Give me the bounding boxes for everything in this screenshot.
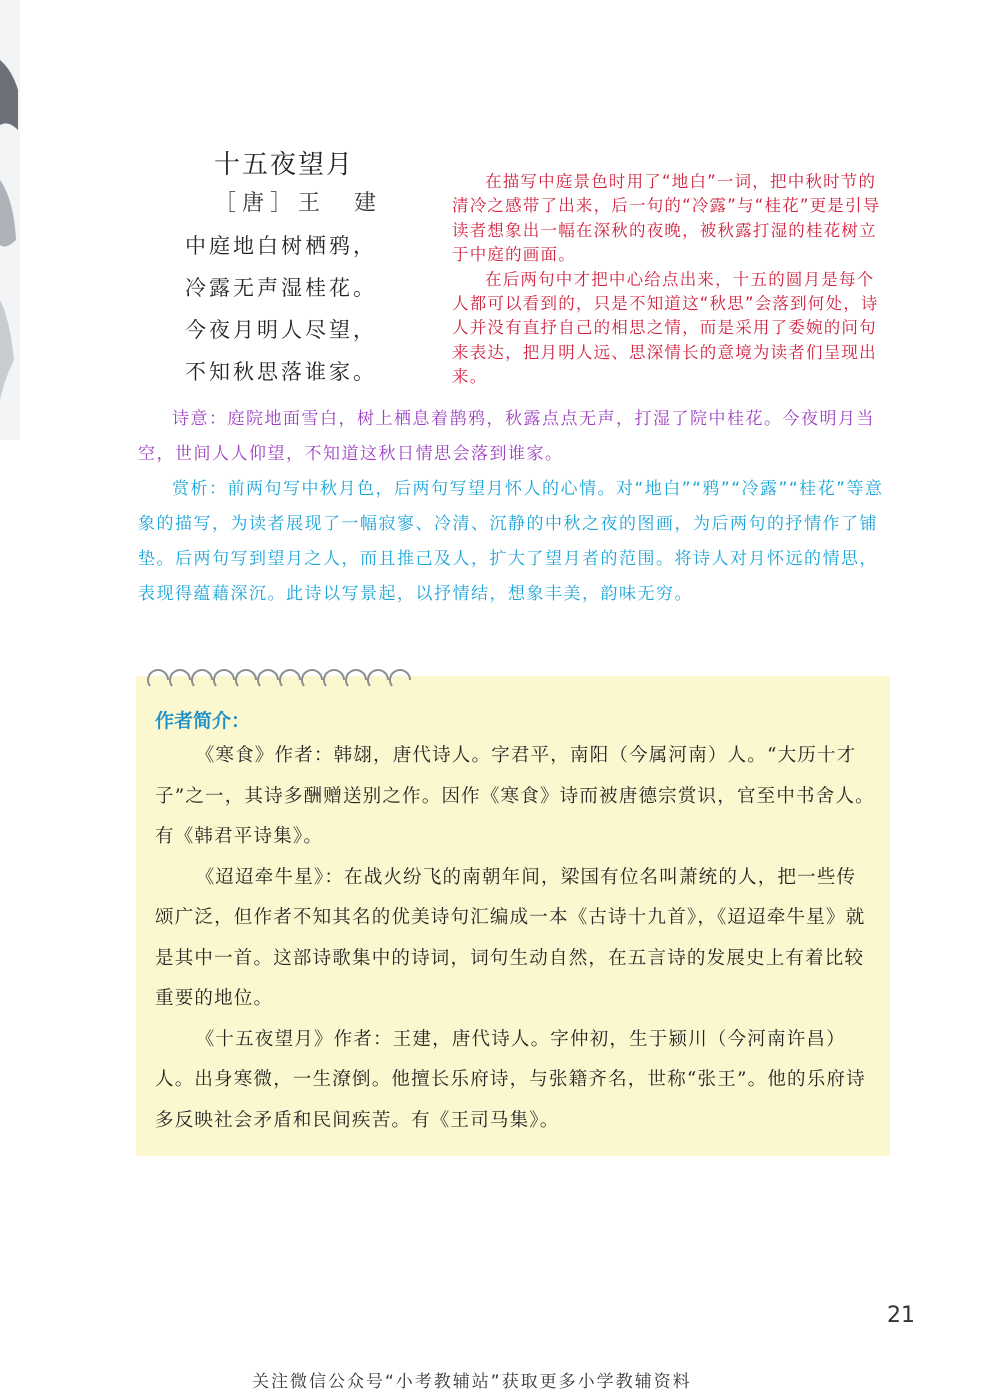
meaning-text: 诗意：庭院地面雪白，树上栖息着鹊鸦，秋露点点无声，打湿了院中桂花。今夜明月当空，世间人人仰望，不知道这秋日情思会落到谁家。 <box>138 409 875 464</box>
poem-line-1: 中庭地白树栖鸦， <box>185 234 377 258</box>
annotation-note <box>452 170 890 390</box>
author-paragraph: 《迢迢牵牛星》：在战火纷飞的南朝年间，梁国有位名叫萧统的人，把一些传颂广泛，但作者不知其名的优美诗句汇编成一本《古诗十九首》，《迢迢牵牛星》就是其中一首。这部诗歌集中的诗词，词句生动自然，在五言诗的发展史上有着比较重要的地位。 <box>155 866 866 1009</box>
annotation-paragraph: 在后两句中才把中心给点出来，十五的圆月是每个人都可以看到的，只是不知道这“秋思”会落到何处，诗人并没有直抒自己的相思之情，而是采用了委婉的问句来表达，把月明人远、思深情长的意境为读者们呈现出来。 <box>452 269 879 387</box>
poem-analysis <box>138 472 890 612</box>
ink-wash-decoration <box>0 0 20 440</box>
annotation-paragraph: 在描写中庭景色时用了“地白”一词，把中秋时节的清冷之感带了出来，后一句的“冷露”与“桂花”更是引导读者想象出一幅在深秋的夜晚，被秋露打湿的桂花树立于中庭的画面。 <box>452 172 881 265</box>
analysis-text: 赏析：前两句写中秋月色，后两句写望月怀人的心情。对“地白”“鸦”“冷露”“桂花”等意象的描写，为读者展现了一幅寂寥、冷清、沉静的中秋之夜的图画，为后两句的抒情作了铺垫。后两句写到望月之人，而且推己及人，扩大了望月者的范围。将诗人对月怀远的情思，表现得蕴藉深沉。此诗以写景起，以抒情结，想象丰美，韵味无穷。 <box>138 479 884 604</box>
page-number: 21 <box>887 1303 915 1328</box>
poem-line-3: 今夜月明人尽望， <box>185 318 377 342</box>
author-body <box>155 736 875 1141</box>
poem-author: ［唐］王 建 <box>214 191 383 216</box>
footer-note: 关注微信公众号“小考教辅站”获取更多小学教辅资料 <box>252 1372 692 1392</box>
poem-meaning <box>138 402 890 472</box>
poem-line-2: 冷露无声湿桂花。 <box>185 276 377 300</box>
poem-line-4: 不知秋思落谁家。 <box>185 360 377 384</box>
author-heading: 作者简介： <box>155 710 251 732</box>
poem-title: 十五夜望月 <box>214 150 355 180</box>
binder-rings-decoration <box>144 664 416 690</box>
author-paragraph: 《十五夜望月》作者：王建，唐代诗人。字仲初，生于颍川（今河南许昌）人。出身寒微，一生潦倒。他擅长乐府诗，与张籍齐名，世称“张王”。他的乐府诗多反映社会矛盾和民间疾苦。有《王司马集》。 <box>155 1028 866 1131</box>
author-paragraph: 《寒食》作者：韩翃，唐代诗人。字君平，南阳（今属河南）人。“大历十才子”之一，其诗多酬赠送别之作。因作《寒食》诗而被唐德宗赏识，官至中书舍人。有《韩君平诗集》。 <box>155 745 875 847</box>
